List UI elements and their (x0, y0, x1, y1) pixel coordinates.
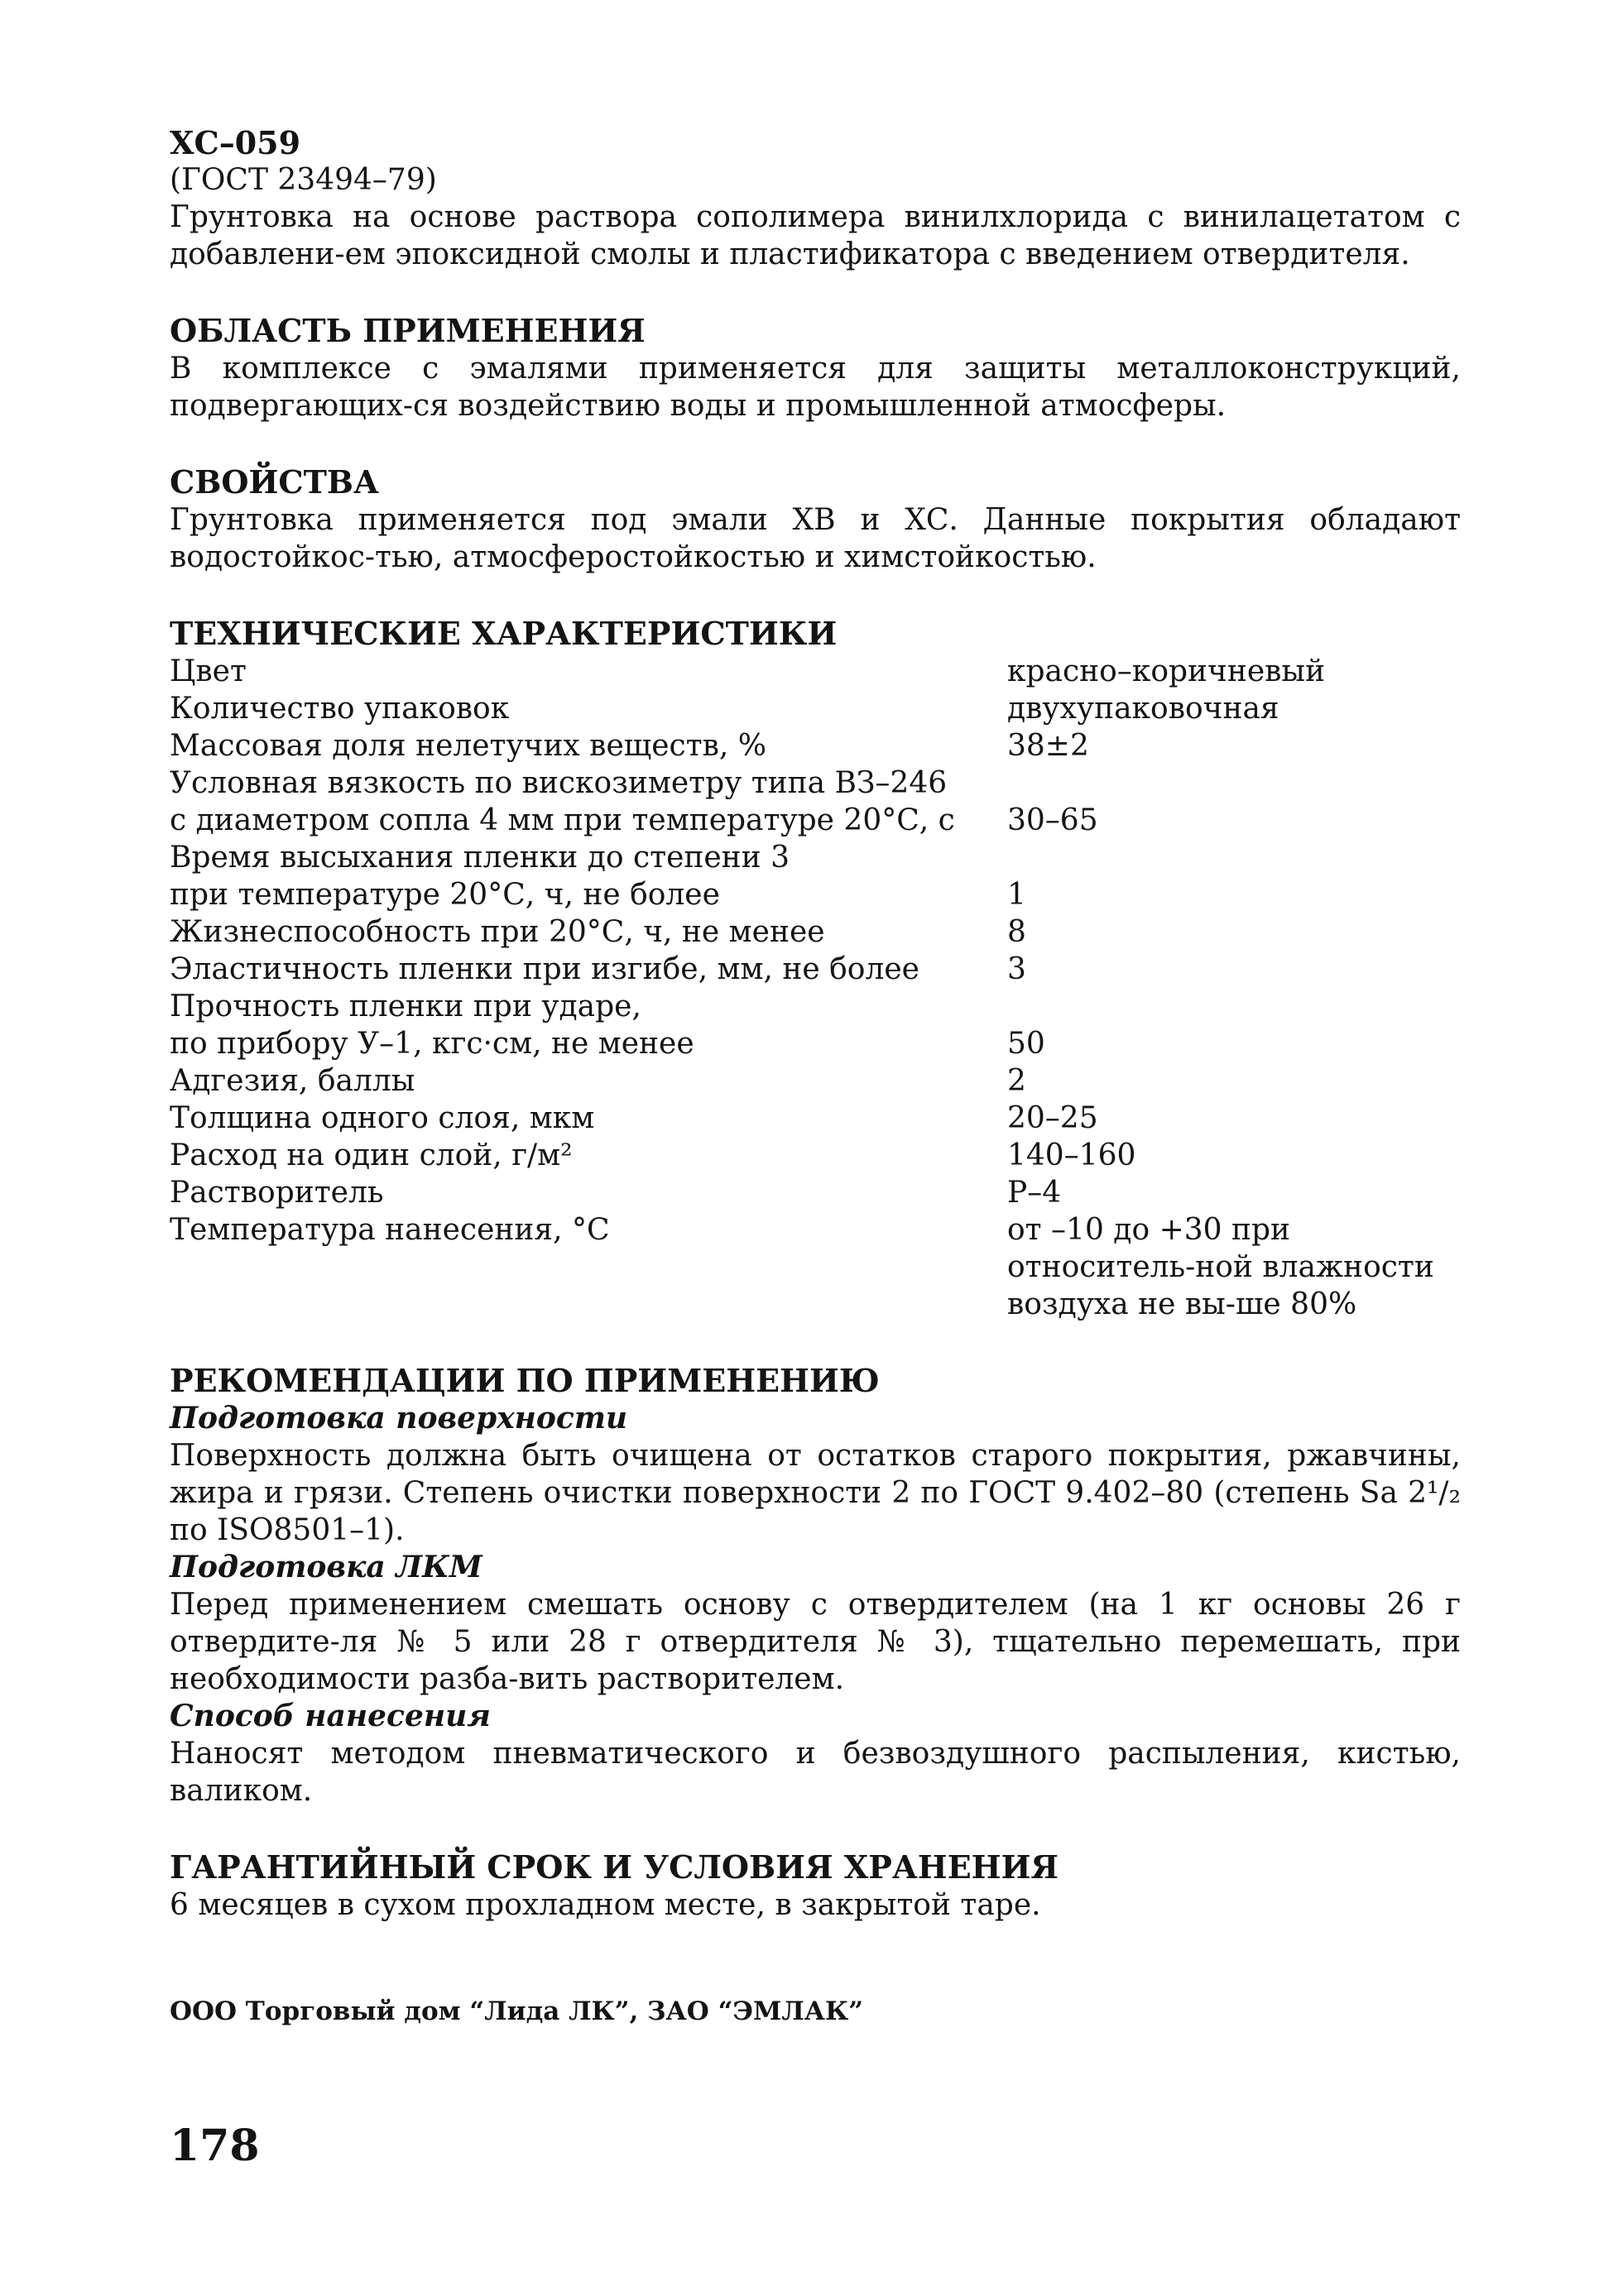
spec-value (1007, 839, 1461, 876)
surface-prep-title: Подготовка поверхности (170, 1401, 628, 1436)
spec-row (170, 1025, 1461, 1062)
spec-value: 3 (1007, 952, 1026, 986)
spec-value: 30–65 (1007, 803, 1098, 837)
spec-key: по прибору У–1, кгс·см, не менее (170, 1027, 694, 1061)
spec-value: 38±2 (1007, 729, 1089, 763)
spec-key: Адгезия, баллы (170, 1064, 415, 1098)
spec-value: от –10 до +30 при относитель-ной влажности воздуха не вы-ше 80% (1007, 1213, 1434, 1321)
lkm-prep-text: Перед применением смешать основу с отвердителем (на 1 кг основы 26 г отвердите-ля № 5 или 28 г отвердителя № 3), тщательно перемешать, при необходимости разба-вить растворителем. (170, 1588, 1461, 1696)
spec-key: Время высыхания пленки до степени 3 (170, 841, 790, 875)
spec-row (170, 653, 1461, 690)
properties-text: Грунтовка применяется под эмали ХВ и ХС. Данные покрытия обладают водостойкос-тью, атмосферостойкостью и химстойкостью. (170, 503, 1461, 574)
spec-row (170, 1062, 1461, 1100)
application-method-title: Способ нанесения (170, 1699, 491, 1733)
properties-heading: СВОЙСТВА (170, 463, 379, 501)
spec-row (170, 1100, 1461, 1137)
spec-value: 140–160 (1007, 1138, 1136, 1172)
product-standard: (ГОСТ 23494–79) (170, 163, 437, 197)
spec-key: Растворитель (170, 1176, 384, 1210)
spec-row (170, 802, 1461, 839)
lkm-prep-title: Подготовка ЛКМ (170, 1550, 482, 1584)
spec-row (170, 1137, 1461, 1174)
spec-key: Температура нанесения, °С (170, 1213, 610, 1247)
specs-section (170, 615, 1461, 1323)
spec-key: при температуре 20°С, ч, не более (170, 878, 720, 912)
storage-text: 6 месяцев в сухом прохладном месте, в закрытой таре. (170, 1888, 1041, 1922)
specs-table (170, 653, 1461, 1323)
spec-key: с диаметром сопла 4 мм при температуре 20°С, с (170, 803, 955, 837)
spec-row (170, 839, 1461, 876)
spec-value: 8 (1007, 915, 1026, 949)
application-heading: ОБЛАСТЬ ПРИМЕНЕНИЯ (170, 312, 646, 349)
spec-row (170, 913, 1461, 951)
document-page (170, 124, 1461, 2214)
recommendations-section (170, 1362, 1461, 1809)
spec-key: Эластичность пленки при изгибе, мм, не более (170, 952, 919, 986)
spec-key: Условная вязкость по вискозиметру типа ВЗ–246 (170, 766, 948, 800)
storage-section (170, 1848, 1461, 1924)
spec-row (170, 876, 1461, 913)
recommendations-heading: РЕКОМЕНДАЦИИ ПО ПРИМЕНЕНИЮ (170, 1362, 880, 1399)
spec-value: красно–коричневый (1007, 654, 1326, 688)
spec-row (170, 951, 1461, 988)
spec-row (170, 1174, 1461, 1211)
publisher-footer: ООО Торговый дом “Лида ЛК”, ЗАО “ЭМЛАК” (170, 1996, 864, 2026)
surface-prep-text: Поверхность должна быть очищена от остатков старого покрытия, ржавчины, жира и грязи. Степень очистки поверхности 2 по ГОСТ 9.402–80 (степень Sa 2¹/₂ по ISO8501–1). (170, 1439, 1461, 1547)
spec-row (170, 690, 1461, 727)
spec-value: 2 (1007, 1064, 1026, 1098)
application-method-text: Наносят методом пневматического и безвоздушного распыления, кистью, валиком. (170, 1737, 1461, 1808)
application-section (170, 312, 1461, 424)
storage-heading: ГАРАНТИЙНЫЙ СРОК И УСЛОВИЯ ХРАНЕНИЯ (170, 1848, 1059, 1886)
spec-key: Прочность пленки при ударе, (170, 990, 641, 1023)
spec-key: Количество упаковок (170, 692, 510, 726)
spec-row (170, 765, 1461, 802)
product-code: ХС–059 (170, 124, 301, 161)
spec-value: 1 (1007, 878, 1026, 912)
spec-value (1007, 765, 1461, 802)
spec-row (170, 727, 1461, 765)
spec-key: Цвет (170, 654, 247, 688)
spec-value: двухупаковочная (1007, 692, 1279, 726)
spec-key: Жизнеспособность при 20°С, ч, не менее (170, 915, 825, 949)
spec-key: Расход на один слой, г/м² (170, 1138, 573, 1172)
spec-key: Массовая доля нелетучих веществ, % (170, 729, 766, 763)
spec-value (1007, 988, 1461, 1025)
spec-value: 20–25 (1007, 1101, 1098, 1135)
spec-key: Толщина одного слоя, мкм (170, 1101, 595, 1135)
spec-row (170, 1211, 1461, 1323)
spec-value: Р–4 (1007, 1176, 1062, 1210)
spec-row (170, 988, 1461, 1025)
spec-value: 50 (1007, 1027, 1045, 1061)
specs-heading: ТЕХНИЧЕСКИЕ ХАРАКТЕРИСТИКИ (170, 615, 838, 652)
properties-section (170, 463, 1461, 576)
page-number: 178 (170, 2121, 260, 2171)
product-description: Грунтовка на основе раствора сополимера винилхлорида с винилацетатом с добавлени-ем эпоксидной смолы и пластификатора с введением отвердителя. (170, 200, 1461, 271)
application-text: В комплексе с эмалями применяется для защиты металлоконструкций, подвергающих-ся воздействию воды и промышленной атмосферы. (170, 352, 1461, 423)
